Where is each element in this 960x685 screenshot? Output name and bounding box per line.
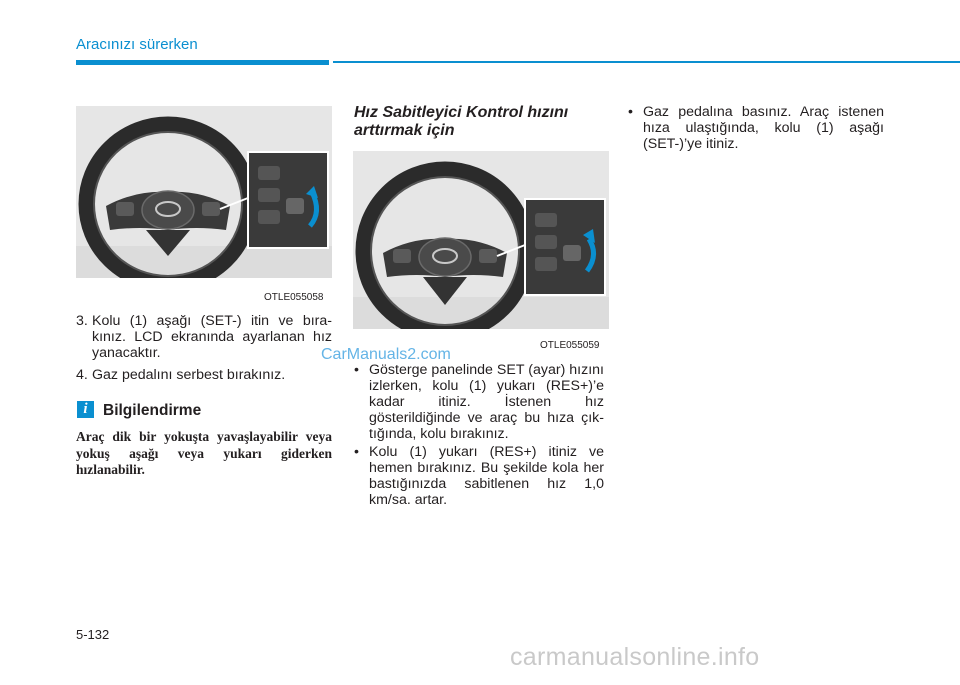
steering-wheel-figure-1 — [76, 106, 332, 278]
bullet-item — [628, 104, 884, 152]
step-4 — [76, 367, 332, 383]
bullet-item — [354, 362, 604, 442]
info-body: Araç dik bir yokuşta yavaşlayabilir veya yokuş aşağı veya yukarı giderken hızlanabilir. — [76, 429, 332, 477]
bullet-dot: • — [354, 362, 359, 378]
info-title: Bilgilendirme — [103, 402, 202, 419]
header-rule-thick — [76, 60, 329, 65]
bullet-text: Gösterge panelinde SET (ayar) hızını izlerken, kolu (1) yukarı (RES+)’e kadar itiniz. İstenen hız gösterildiğinde ve araç bu hıza çık-tığında, kolu bırakınız. — [369, 362, 604, 442]
bullet-dot: • — [354, 444, 359, 460]
steering-wheel-illustration — [76, 106, 332, 278]
step-text: Gaz pedalını serbest bırakınız. — [92, 367, 286, 383]
steering-wheel-figure-2 — [353, 151, 609, 329]
page-number: 5-132 — [76, 627, 110, 642]
step-text: Kolu (1) aşağı (SET-) itin ve bıra-kınız. LCD ekranında ayarlanan hız yanacaktır. — [92, 313, 332, 361]
bullet-dot: • — [628, 104, 633, 120]
bullet-item — [354, 444, 604, 508]
step-number: 4. — [76, 367, 88, 383]
watermark-top: CarManuals2.com — [321, 346, 451, 363]
info-icon: i — [77, 401, 94, 418]
bullet-text: Kolu (1) yukarı (RES+) itiniz ve hemen bırakınız. Bu şekilde kola her bastığınızda sabitlenen hız 1,0 km/sa. artar. — [369, 444, 604, 508]
header-rule-thin — [333, 61, 960, 63]
section-heading: Hız Sabitleyici Kontrol hızını arttırmak için — [354, 104, 569, 139]
watermark-bottom: carmanualsonline.info — [510, 643, 760, 671]
figure-code-1: OTLE055058 — [264, 292, 324, 303]
steering-wheel-illustration — [353, 151, 609, 329]
figure-code-2: OTLE055059 — [540, 340, 600, 351]
bullet-text: Gaz pedalına basınız. Araç istenen hıza ulaştığında, kolu (1) aşağı (SET-)’ye itiniz. — [643, 104, 884, 152]
step-number: 3. — [76, 313, 88, 329]
step-3 — [76, 313, 332, 361]
section-title: Aracınızı sürerken — [76, 36, 198, 53]
